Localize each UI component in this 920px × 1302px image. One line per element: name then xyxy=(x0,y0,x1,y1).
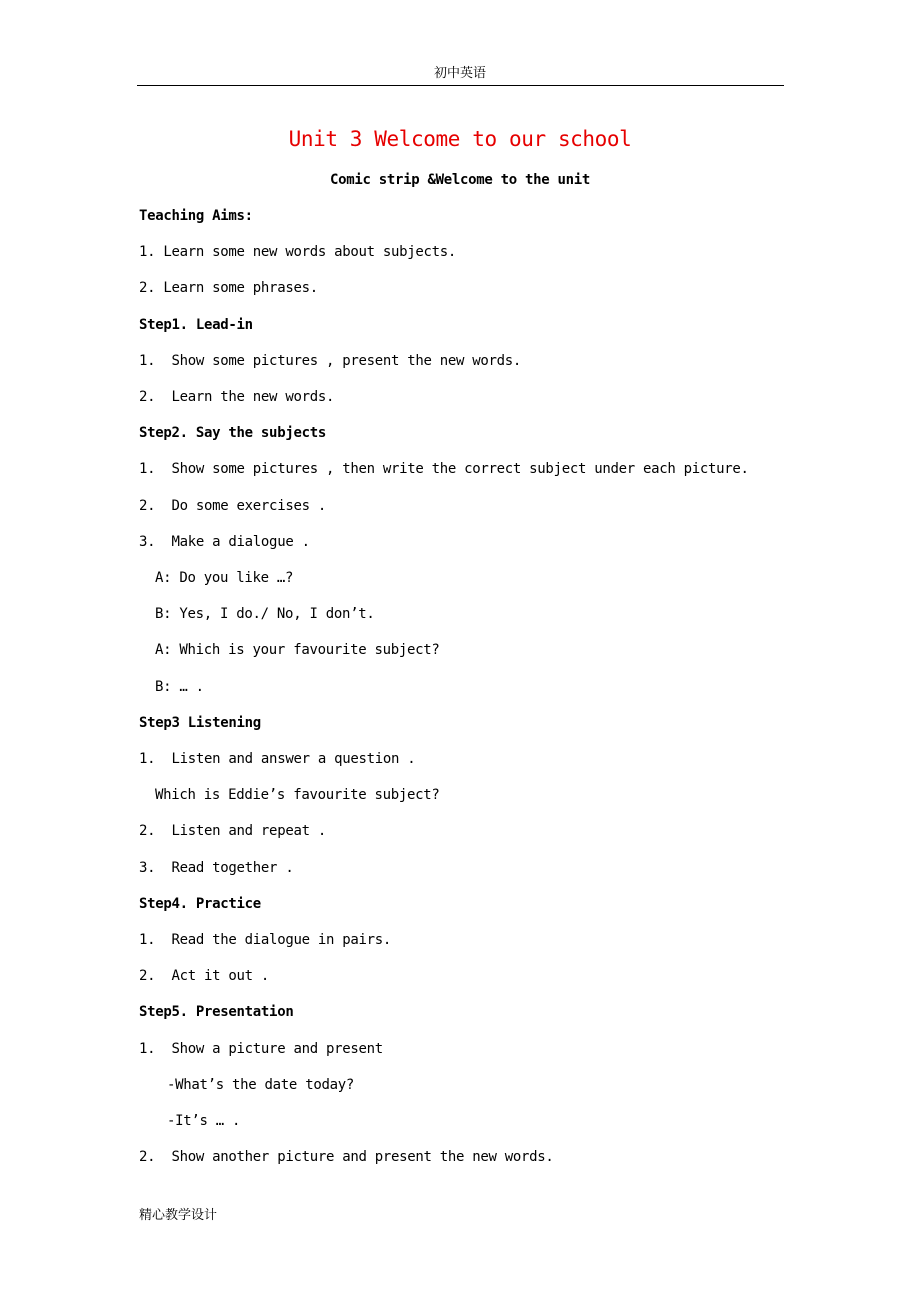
list-item: 1. Read the dialogue in pairs. xyxy=(139,932,391,948)
list-item: A: Which is your favourite subject? xyxy=(155,642,440,658)
list-item: 1. Show a picture and present xyxy=(139,1041,383,1057)
list-item: 2. Act it out . xyxy=(139,968,270,984)
list-item: -What’s the date today? xyxy=(167,1077,354,1093)
section-heading: Step4. Practice xyxy=(139,896,261,912)
section-heading: Teaching Aims: xyxy=(139,208,253,224)
page-header: 初中英语 xyxy=(433,66,486,81)
header-divider xyxy=(137,85,784,86)
list-item: Which is Eddie’s favourite subject? xyxy=(155,787,440,803)
list-item: B: Yes, I do./ No, I don’t. xyxy=(155,606,375,622)
list-item: 2. Learn some phrases. xyxy=(139,280,318,296)
list-item: A: Do you like …? xyxy=(155,570,294,586)
section-heading: Step1. Lead-in xyxy=(139,317,253,333)
list-item: 3. Read together . xyxy=(139,860,294,876)
section-heading: Step5. Presentation xyxy=(139,1004,294,1020)
list-item: 1. Listen and answer a question . xyxy=(139,751,416,767)
list-item: 3. Make a dialogue . xyxy=(139,534,310,550)
list-item: -It’s … . xyxy=(167,1113,241,1129)
list-item: B: … . xyxy=(155,679,204,695)
list-item: 2. Learn the new words. xyxy=(139,389,335,405)
list-item: 1. Show some pictures , present the new words. xyxy=(139,353,522,369)
list-item: 2. Show another picture and present the new words. xyxy=(139,1149,554,1165)
list-item: 1. Learn some new words about subjects. xyxy=(139,244,457,260)
list-item: 2. Do some exercises . xyxy=(139,498,326,514)
section-heading: Step3 Listening xyxy=(139,715,261,731)
document-subtitle: Comic strip &Welcome to the unit xyxy=(329,172,591,188)
page-footer: 精心教学设计 xyxy=(139,1208,218,1223)
list-item: 1. Show some pictures , then write the correct subject under each picture. xyxy=(139,461,749,477)
list-item: 2. Listen and repeat . xyxy=(139,823,326,839)
section-heading: Step2. Say the subjects xyxy=(139,425,326,441)
document-title: Unit 3 Welcome to our school xyxy=(288,127,632,151)
